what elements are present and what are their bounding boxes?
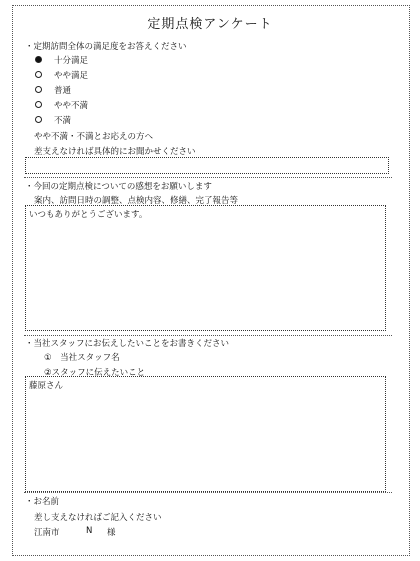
q2-textarea[interactable] bbox=[25, 205, 386, 331]
q4-subtext: 差し支えなければご記入ください bbox=[34, 513, 162, 523]
q1-option-label: やや不満 bbox=[54, 101, 89, 111]
q3-label: ・当社スタッフにお伝えしたいことをお書きください bbox=[25, 339, 230, 349]
q3-item-message: ②スタッフに伝えたいこと bbox=[44, 368, 146, 378]
q3-value: 藤原さん bbox=[29, 381, 64, 391]
q1-followup-field[interactable] bbox=[25, 157, 389, 174]
q1-option-label: 十分満足 bbox=[54, 56, 89, 66]
q1-option-label: 普通 bbox=[54, 86, 72, 96]
radio-unselected-icon[interactable] bbox=[35, 116, 42, 123]
q4-label: ・お名前 bbox=[25, 497, 60, 507]
q2-subtext: 案内、訪問日時の調整、点検内容、修繕、完了報告等 bbox=[34, 196, 239, 206]
q3-textarea[interactable] bbox=[25, 376, 386, 492]
q2-label: ・今回の定期点検についての感想をお願いします bbox=[25, 182, 212, 192]
section-divider bbox=[24, 177, 392, 178]
section-divider bbox=[24, 335, 392, 336]
radio-unselected-icon[interactable] bbox=[35, 71, 42, 78]
form-title: 定期点検アンケート bbox=[147, 17, 273, 32]
name-initial: N bbox=[86, 526, 93, 536]
name-honorific: 様 bbox=[107, 528, 116, 538]
q3-item-staff-name: ① 当社スタッフ名 bbox=[44, 353, 120, 363]
q1-followup-line1: やや不満・不満とお応えの方へ bbox=[34, 132, 154, 142]
radio-selected-icon[interactable] bbox=[35, 56, 42, 63]
q1-label: ・定期訪問全体の満足度をお答えください bbox=[25, 42, 187, 52]
q2-value: いつもありがとうございます。 bbox=[29, 210, 148, 220]
section-divider bbox=[24, 492, 392, 493]
q1-option-label: やや満足 bbox=[54, 71, 89, 81]
radio-unselected-icon[interactable] bbox=[35, 101, 42, 108]
radio-unselected-icon[interactable] bbox=[35, 86, 42, 93]
q1-option-label: 不満 bbox=[54, 116, 72, 126]
q1-followup-line2: 差支えなければ具体的にお聞かせください bbox=[34, 147, 196, 157]
name-city: 江南市 bbox=[34, 528, 60, 538]
